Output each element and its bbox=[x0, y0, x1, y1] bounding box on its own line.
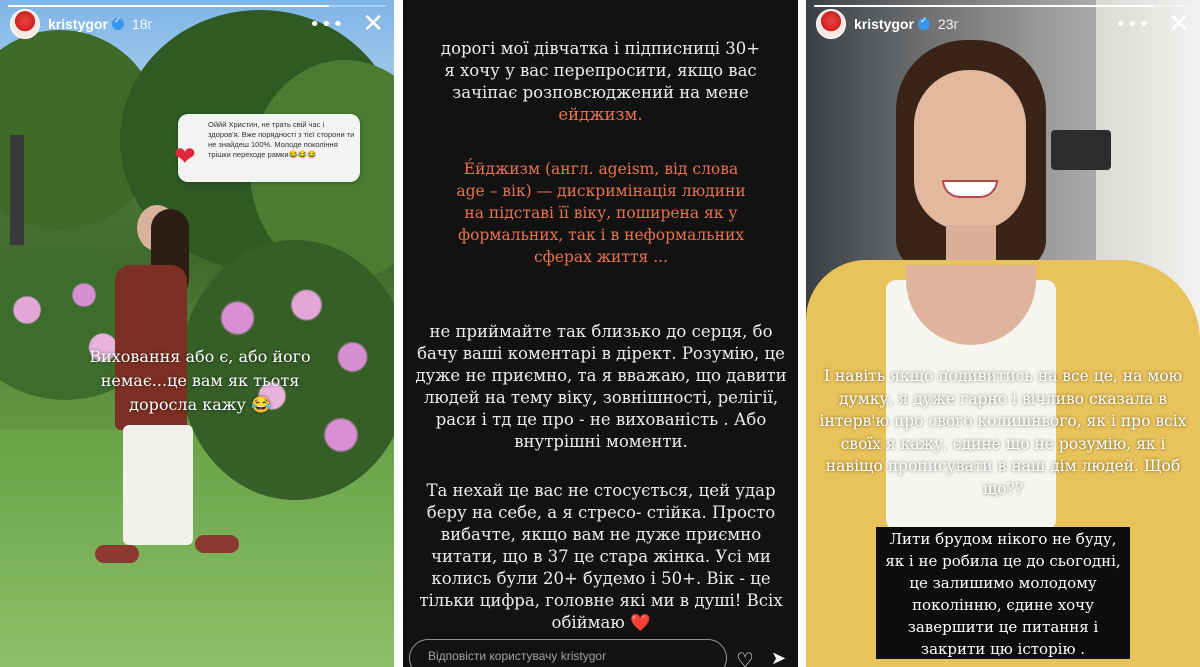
text-paragraph: не приймайте так близько до серця, бо бачу ваші коментарі в дірект. Розумію, це дуже не приємно, та я вважаю, що давити людей на тему віку, зовнішності, релігії, раси і тд це про - не вихованість . Або внутрішні моменти. bbox=[415, 322, 787, 451]
verified-badge-icon bbox=[918, 18, 930, 30]
story-header bbox=[816, 9, 1190, 39]
progress-fill bbox=[814, 5, 1154, 7]
sticker-text: Оййй Христин, не трать свій час і здоров'я. Вже порядності з тієї сторони ти не знайдеш 100%. Молоде покоління трішки переходе рамки😂😂😂 bbox=[208, 120, 355, 159]
reply-sticker bbox=[174, 114, 360, 182]
close-icon[interactable]: ✕ bbox=[362, 9, 384, 39]
intro-line: зачіпає розповсюджений на мене bbox=[452, 83, 749, 102]
intro-line: я хочу у вас перепросити, якщо вас bbox=[444, 61, 757, 80]
close-icon[interactable]: ✕ bbox=[1168, 9, 1190, 39]
username[interactable]: kristygor bbox=[48, 16, 108, 32]
like-icon[interactable]: ♡ bbox=[736, 648, 754, 667]
story-left[interactable] bbox=[0, 0, 394, 667]
progress-fill bbox=[8, 5, 329, 7]
heart-icon: ❤ bbox=[174, 142, 196, 172]
story-caption: І навіть якщо подивитись на все це, на мою думку, я дуже гарно і вічливо сказала в інтерв'ю про свого колишнього, як і про всіх своїх я кажу, єдине що не розумію, як і навіщо прописувати в наш дім людей. Щоб що?? bbox=[819, 367, 1187, 498]
story-progress bbox=[8, 5, 386, 7]
story-progress bbox=[814, 5, 1192, 7]
boxed-text: Лити брудом нікого не буду, як і не робила це до сьогодні, це залишимо молодому поколінню, єдине хочу завершити це питання і закрити цю історію . bbox=[885, 530, 1121, 658]
username[interactable]: kristygor bbox=[854, 16, 914, 32]
ageism-highlight: ейджизм. bbox=[558, 105, 643, 124]
reply-placeholder: Відповісти користувачу kristygor bbox=[428, 649, 607, 663]
ageism-definition: Е́йджизм (англ. ageism, від слова age – вік) — дискримінація людини на підставі її віку, поширена як у формальних, так і в неформальних сферах життя ... bbox=[456, 160, 746, 266]
reply-input[interactable] bbox=[409, 639, 727, 667]
text-intro bbox=[413, 38, 788, 126]
story-caption: Виховання або є, або його немає...це вам як тьотя доросла кажу 😂 bbox=[89, 347, 311, 414]
intro-line: дорогі мої дівчатка і підписниці 30+ bbox=[440, 39, 761, 58]
lamp-post bbox=[10, 135, 24, 245]
text-paragraph: Та нехай це вас не стосується, цей удар беру на себе, а я стресо- стійка. Просто вибачте, якщо вам не дуже приємно читати, що в 37 це стара жінка. Усі ми колись були 20+ будемо і 50+. Вік - це тільки цифра, головне які ми в душі! Всіх обіймаю ❤️ bbox=[419, 481, 783, 632]
more-options-icon[interactable]: ••• bbox=[309, 13, 345, 35]
verified-badge-icon bbox=[112, 18, 124, 30]
story-header bbox=[10, 9, 384, 39]
avatar[interactable] bbox=[816, 9, 846, 39]
more-options-icon[interactable]: ••• bbox=[1115, 13, 1151, 35]
story-caption-boxed bbox=[876, 527, 1130, 659]
timestamp: 18г bbox=[131, 16, 153, 32]
story-right[interactable] bbox=[806, 0, 1200, 667]
story-middle[interactable] bbox=[403, 0, 798, 667]
send-icon[interactable]: ➤ bbox=[771, 648, 787, 667]
timestamp: 23г bbox=[937, 16, 959, 32]
avatar[interactable] bbox=[10, 9, 40, 39]
